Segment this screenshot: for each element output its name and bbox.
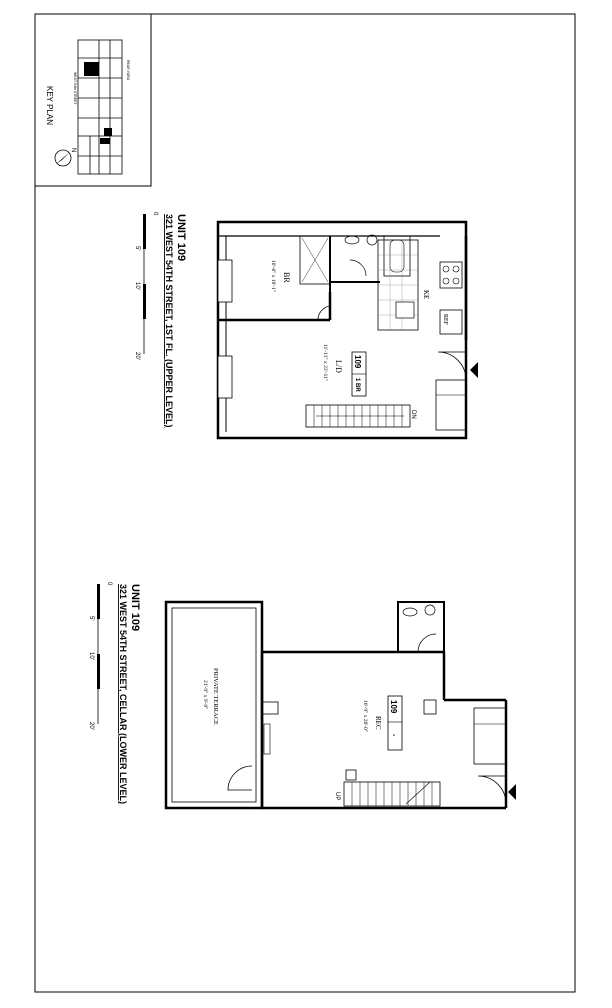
scale-tick-20-lower: 20' bbox=[88, 722, 94, 730]
stair-up-label: UP bbox=[334, 792, 340, 801]
upper-level-plan bbox=[218, 222, 478, 438]
terrace-door bbox=[228, 766, 252, 790]
upper-unit-title: UNIT 109 bbox=[175, 214, 187, 262]
scale-tick-5-lower: 5' bbox=[88, 616, 94, 621]
sheet-border bbox=[35, 14, 575, 992]
stair-down bbox=[306, 405, 410, 427]
lower-sink-icon bbox=[425, 605, 435, 615]
scale-tick-0-lower: 0 bbox=[106, 582, 112, 586]
upper-unit-type: 1 BR bbox=[354, 378, 360, 392]
br-dims: 10'-8" x 10'-1" bbox=[270, 260, 276, 293]
toilet-icon bbox=[345, 236, 359, 244]
upper-unit-number: 109 bbox=[353, 355, 362, 369]
upper-unit-subtitle: 321 WEST 54TH STREET, 1ST FL. (UPPER LEVEL) bbox=[164, 214, 174, 428]
br-label: BR bbox=[282, 272, 291, 283]
entry-door-upper bbox=[438, 352, 466, 380]
upper-outer-wall bbox=[218, 222, 466, 438]
scale-tick-20: 20' bbox=[134, 352, 140, 360]
stair-up bbox=[344, 782, 440, 806]
entry-arrow-lower-icon bbox=[508, 784, 516, 800]
rec-label: REC bbox=[374, 716, 382, 730]
terrace-label: PRIVATE TERRACE bbox=[212, 668, 219, 726]
lower-level-plan bbox=[166, 602, 516, 808]
lower-unit-title: UNIT 109 bbox=[129, 584, 141, 632]
north-arrow-icon bbox=[55, 150, 71, 166]
scale-bar-upper bbox=[134, 212, 158, 360]
entry-door-lower bbox=[478, 776, 506, 804]
rec-dims: 16'-9" x 20'-0" bbox=[362, 700, 368, 733]
stair-dn-label: DN bbox=[410, 410, 416, 419]
scale-tick-10-lower: 10' bbox=[88, 652, 94, 660]
lower-unit-number: 109 bbox=[389, 700, 398, 714]
unit-highlight bbox=[84, 62, 99, 76]
entry-arrow-icon bbox=[470, 362, 478, 378]
range-icon bbox=[440, 262, 462, 288]
key-plan bbox=[45, 40, 130, 174]
terrace-dims: 21'-9" x 9'-0" bbox=[202, 680, 208, 710]
lower-unit-subtitle: 321 WEST 54TH STREET, CELLAR (LOWER LEVEL) bbox=[118, 584, 128, 805]
scale-tick-5: 5' bbox=[134, 246, 140, 251]
lower-toilet-icon bbox=[403, 608, 417, 616]
scale-tick-0: 0 bbox=[152, 212, 158, 216]
key-plan-yard-label: REAR YARD bbox=[126, 60, 130, 81]
ke-label: KE bbox=[422, 290, 430, 300]
ld-dims: 11'-11" x 23'-11" bbox=[322, 344, 328, 382]
scale-tick-10: 10' bbox=[134, 282, 140, 290]
ld-label: L/D bbox=[334, 360, 343, 373]
north-label: N bbox=[70, 148, 76, 153]
scale-bar-lower bbox=[88, 582, 112, 730]
key-plan-street-label: WEST 54th STREET bbox=[73, 72, 77, 105]
lower-unit-type: - bbox=[390, 734, 397, 737]
kitchen-sink-icon bbox=[396, 302, 414, 318]
key-plan-title: KEY PLAN bbox=[45, 86, 54, 125]
ref-label: REF bbox=[442, 314, 448, 326]
